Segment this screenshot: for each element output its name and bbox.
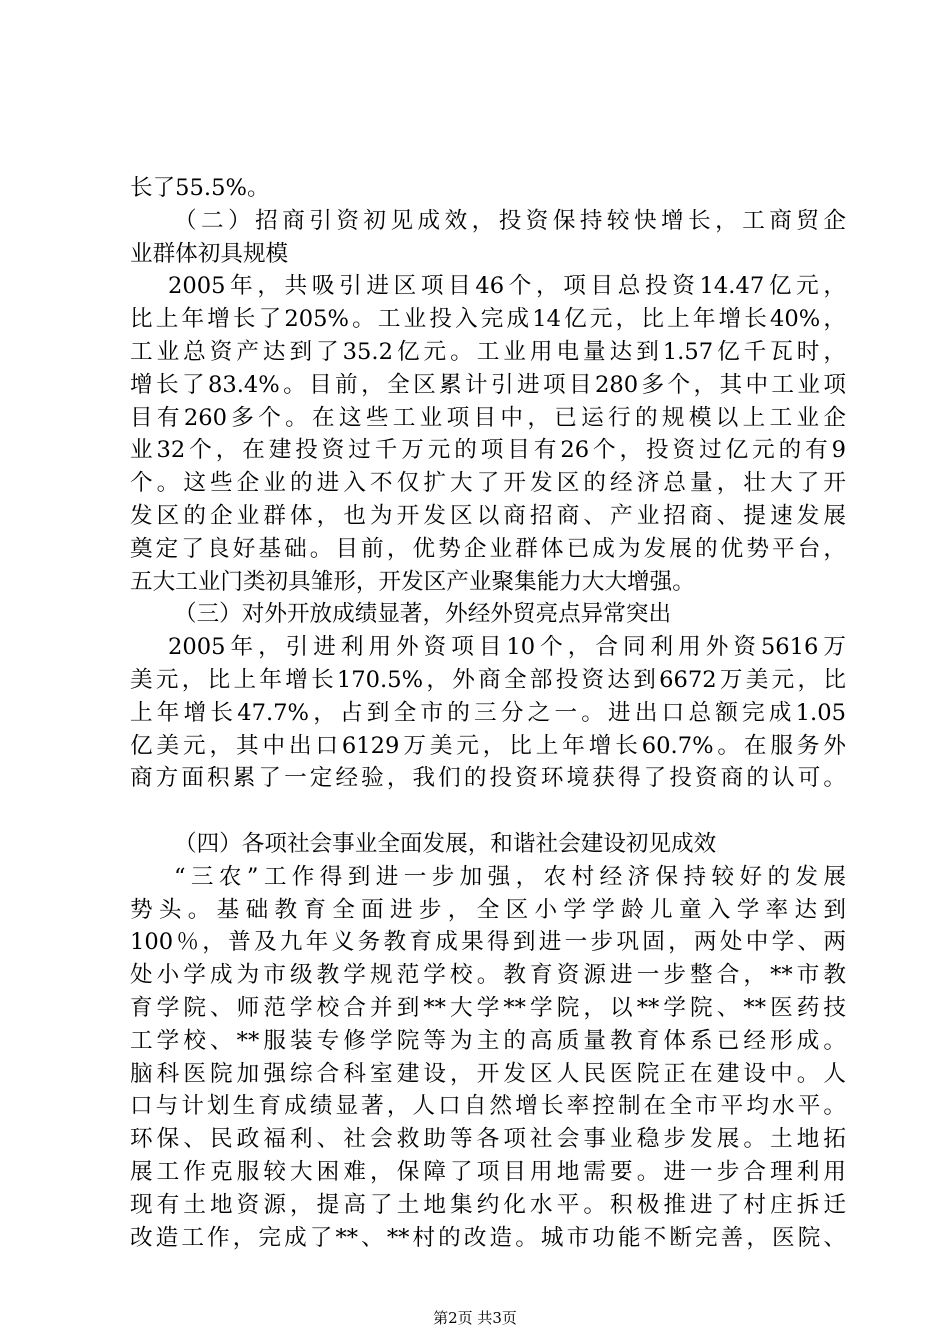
text-line: 增长了83.4%。目前，全区累计引进项目280多个，其中工业项 bbox=[130, 371, 846, 398]
text-line: 100％，普及九年义务教育成果得到进一步巩固，两处中学、两 bbox=[130, 929, 846, 956]
text-line: 育学院、师范学校合并到**大学**学院，以**学院、**医药技 bbox=[130, 994, 846, 1021]
text-line: 业32个，在建投资过千万元的项目有26个，投资过亿元的有9 bbox=[130, 437, 846, 464]
blank-line bbox=[130, 795, 846, 828]
text-line: 展工作克服较大困难，保障了项目用地需要。进一步合理利用 bbox=[130, 1158, 846, 1185]
section-heading-2-cont: 业群体初具规模 bbox=[130, 240, 289, 267]
text-line: 现有土地资源，提高了土地集约化水平。积极推进了村庄拆迁 bbox=[130, 1191, 846, 1218]
text-line: 脑科医院加强综合科室建设，开发区人民医院正在建设中。人 bbox=[130, 1060, 846, 1087]
text-line: 2005年，共吸引进区项目46个，项目总投资14.47亿元， bbox=[168, 273, 846, 300]
text-line: “三农”工作得到进一步加强，农村经济保持较好的发展 bbox=[174, 863, 846, 890]
text-line: 工学校、**服装专修学院等为主的高质量教育体系已经形成。 bbox=[130, 1027, 846, 1054]
text-line: 势头。基础教育全面进步，全区小学学龄儿童入学率达到 bbox=[130, 896, 846, 923]
text-line: 口与计划生育成绩显著，人口自然增长率控制在全市平均水平。 bbox=[130, 1093, 846, 1120]
text-line: 改造工作，完成了**、**村的改造。城市功能不断完善，医院、 bbox=[130, 1224, 846, 1251]
text-line: 美元，比上年增长170.5%，外商全部投资达到6672万美元，比 bbox=[130, 666, 846, 693]
page-footer: 第2页 共3页 bbox=[433, 1309, 517, 1327]
text-line: 奠定了良好基础。目前，优势企业群体已成为发展的优势平台， bbox=[130, 535, 846, 562]
section-heading-2: （二）招商引资初见成效，投资保持较快增长，工商贸企 bbox=[174, 207, 846, 234]
text-line: 处小学成为市级教学规范学校。教育资源进一步整合，**市教 bbox=[130, 962, 846, 989]
text-line: 2005年，引进利用外资项目10个，合同利用外资5616万 bbox=[168, 634, 846, 661]
text-line: 长了55.5%。 bbox=[130, 175, 270, 201]
section-heading-3: （三）对外开放成绩显著，外经外贸亮点异常突出 bbox=[174, 601, 672, 628]
text-line: 比上年增长了205%。工业投入完成14亿元，比上年增长40%， bbox=[130, 306, 846, 333]
text-line: 工业总资产达到了35.2亿元。工业用电量达到1.57亿千瓦时， bbox=[130, 338, 846, 365]
text-line: 亿美元，其中出口6129万美元，比上年增长60.7%。在服务外 bbox=[130, 732, 846, 759]
text-line: 个。这些企业的进入不仅扩大了开发区的经济总量，壮大了开 bbox=[130, 470, 846, 497]
text-line: 环保、民政福利、社会救助等各项社会事业稳步发展。土地拓 bbox=[130, 1126, 846, 1153]
text-line: 发区的企业群体，也为开发区以商招商、产业招商、提速发展 bbox=[130, 502, 846, 529]
text-line: 五大工业门类初具雏形，开发区产业聚集能力大大增强。 bbox=[130, 568, 695, 595]
text-line: 商方面积累了一定经验，我们的投资环境获得了投资商的认可。 bbox=[130, 765, 846, 792]
body-text bbox=[130, 172, 846, 1254]
text-line: 目有260多个。在这些工业项目中，已运行的规模以上工业企 bbox=[130, 404, 846, 431]
text-line: 上年增长47.7%，占到全市的三分之一。进出口总额完成1.05 bbox=[130, 699, 846, 726]
section-heading-4: （四）各项社会事业全面发展，和谐社会建设初见成效 bbox=[174, 830, 717, 857]
